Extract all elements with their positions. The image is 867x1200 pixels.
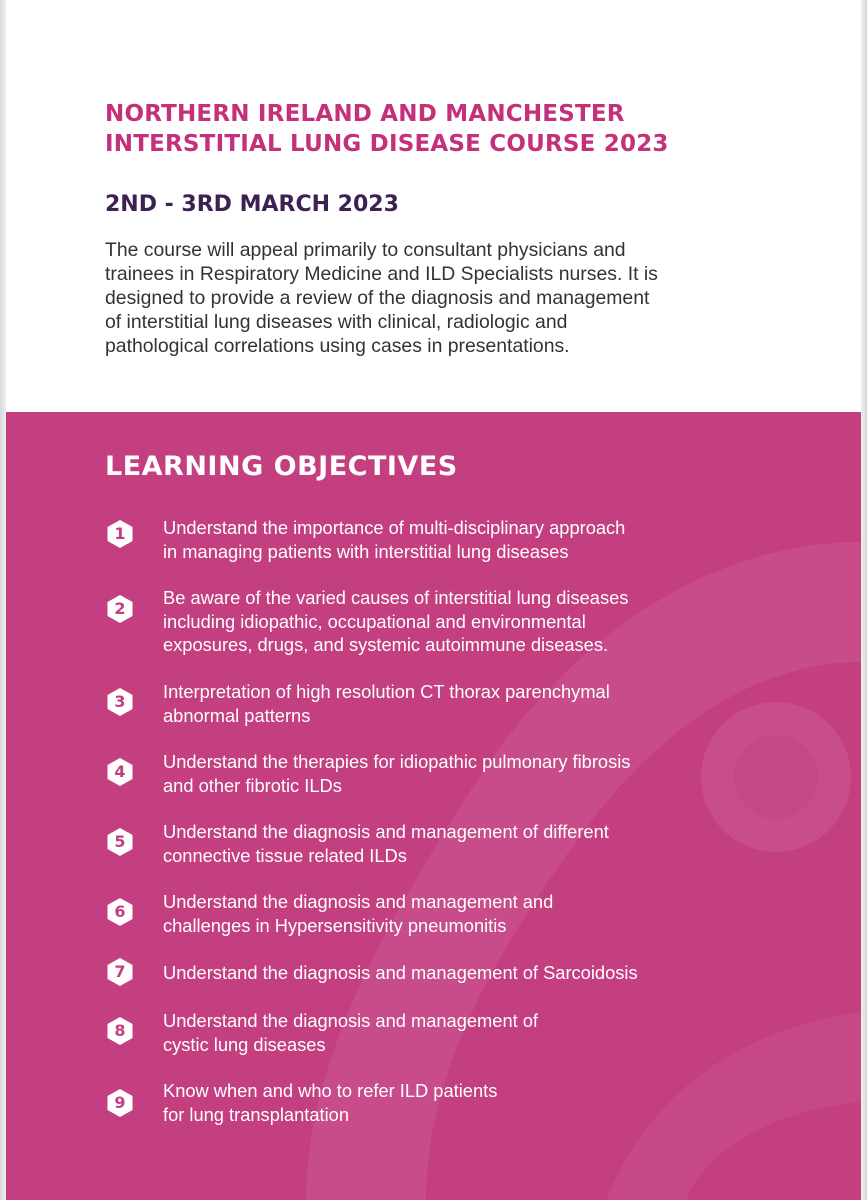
objective-line: Understand the diagnosis and management of Sarcoidosis bbox=[163, 962, 638, 983]
objective-number: 4 bbox=[114, 762, 126, 781]
hexagon-number-icon bbox=[105, 757, 135, 787]
objective-line: Be aware of the varied causes of interstitial lung diseases bbox=[163, 587, 629, 608]
objective-text bbox=[163, 1079, 497, 1126]
page-right-shadow bbox=[861, 0, 867, 1200]
objective-line: Understand the therapies for idiopathic pulmonary fibrosis bbox=[163, 751, 631, 772]
description-line: designed to provide a review of the diagnosis and management bbox=[105, 287, 650, 309]
objectives-heading: LEARNING OBJECTIVES bbox=[105, 451, 458, 482]
description-line: trainees in Respiratory Medicine and ILD Specialists nurses. It is bbox=[105, 263, 658, 285]
objective-number: 5 bbox=[114, 832, 126, 851]
objective-text bbox=[163, 750, 630, 797]
hexagon-number-icon bbox=[105, 957, 135, 987]
objective-line: Understand the diagnosis and management of bbox=[163, 1010, 539, 1031]
objective-text bbox=[163, 680, 610, 727]
hexagon-number-icon bbox=[105, 687, 135, 717]
objective-number: 7 bbox=[114, 962, 126, 981]
objective-line: exposures, drugs, and systemic autoimmune diseases. bbox=[163, 634, 609, 655]
objective-line: for lung transplantation bbox=[163, 1103, 349, 1125]
learning-objectives-panel bbox=[6, 412, 861, 1200]
description-line: pathological correlations using cases in presentations. bbox=[105, 335, 570, 357]
course-title-line: INTERSTITIAL LUNG DISEASE COURSE 2023 bbox=[105, 131, 669, 157]
hexagon-number-icon bbox=[105, 1088, 135, 1118]
description-line: of interstitial lung diseases with clinical, radiologic and bbox=[105, 311, 568, 333]
hexagon-number-icon bbox=[105, 519, 135, 549]
course-description bbox=[105, 238, 745, 358]
objective-number: 1 bbox=[114, 524, 126, 543]
objective-number: 6 bbox=[114, 902, 126, 921]
hexagon-number-icon bbox=[105, 897, 135, 927]
objective-text bbox=[163, 890, 553, 937]
objective-line: and other fibrotic ILDs bbox=[163, 774, 342, 796]
objective-text bbox=[163, 516, 625, 563]
objective-line: Know when and who to refer ILD patients bbox=[163, 1080, 498, 1101]
objective-line: Understand the importance of multi-disciplinary approach bbox=[163, 517, 626, 538]
objective-line: Interpretation of high resolution CT thorax parenchymal bbox=[163, 681, 610, 702]
brochure-page bbox=[6, 0, 861, 1200]
course-title-line: NORTHERN IRELAND AND MANCHESTER bbox=[105, 101, 625, 127]
course-title bbox=[105, 99, 669, 159]
objective-line: in managing patients with interstitial lung diseases bbox=[163, 540, 569, 562]
objective-text bbox=[163, 586, 628, 657]
hexagon-number-icon bbox=[105, 827, 135, 857]
objective-line: abnormal patterns bbox=[163, 704, 311, 726]
objective-line: challenges in Hypersensitivity pneumonitis bbox=[163, 914, 507, 936]
objective-number: 9 bbox=[114, 1093, 126, 1112]
objective-line: Understand the diagnosis and management of different bbox=[163, 821, 609, 842]
objective-text bbox=[163, 961, 638, 985]
hexagon-number-icon bbox=[105, 594, 135, 624]
objective-number: 3 bbox=[114, 692, 126, 711]
objective-text bbox=[163, 820, 609, 867]
objective-line: cystic lung diseases bbox=[163, 1033, 326, 1055]
hexagon-number-icon bbox=[105, 1016, 135, 1046]
objective-text bbox=[163, 1009, 538, 1056]
objective-line: including idiopathic, occupational and environmental bbox=[163, 610, 586, 632]
objective-line: Understand the diagnosis and management and bbox=[163, 891, 554, 912]
description-line: The course will appeal primarily to consultant physicians and bbox=[105, 239, 626, 261]
objective-number: 8 bbox=[114, 1021, 126, 1040]
objective-line: connective tissue related ILDs bbox=[163, 844, 407, 866]
course-date: 2ND - 3RD MARCH 2023 bbox=[105, 192, 399, 217]
objective-number: 2 bbox=[114, 599, 126, 618]
